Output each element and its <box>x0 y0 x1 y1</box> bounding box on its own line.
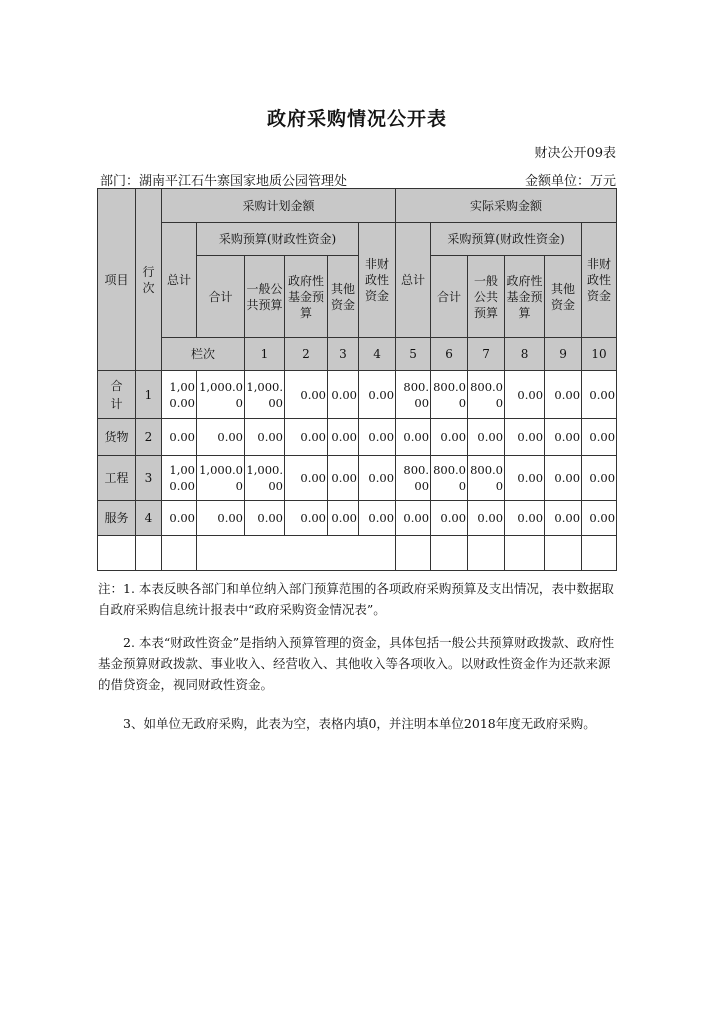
col-no: 5 <box>396 338 431 371</box>
cell-value: 0.00 <box>505 371 545 419</box>
row-no: 3 <box>136 456 162 501</box>
cell-value: 1,000.00 <box>162 456 197 501</box>
header-plan-budget: 采购预算(财政性资金) <box>197 223 359 256</box>
cell-value: 1,000.00 <box>197 456 245 501</box>
table-row <box>98 456 617 501</box>
table-row <box>98 419 617 456</box>
col-no: 3 <box>328 338 359 371</box>
header-actual: 实际采购金额 <box>396 189 617 223</box>
cell-value: 0.00 <box>162 419 197 456</box>
cell-value: 0.00 <box>545 371 582 419</box>
cell-value: 0.00 <box>328 456 359 501</box>
amount-unit: 金额单位：万元 <box>524 174 616 189</box>
cell-value: 0.00 <box>359 419 396 456</box>
table-code: 财决公开09表 <box>534 146 616 161</box>
cell-value: 800.00 <box>396 456 431 501</box>
department: 部门：湖南平江石牛寨国家地质公园管理处 <box>100 174 348 189</box>
cell-value: 0.00 <box>431 419 468 456</box>
cell-value: 0.00 <box>162 501 197 536</box>
note-3: 3、如单位无政府采购，此表为空，表格内填0，并注明本单位2018年度无政府采购。 <box>123 716 596 731</box>
row-label: 服务 <box>98 501 136 536</box>
cell-value: 0.00 <box>582 371 617 419</box>
header-other: 其他资金 <box>545 256 582 338</box>
row-label: 货物 <box>98 419 136 456</box>
cell-value: 0.00 <box>197 419 245 456</box>
col-no-label: 栏次 <box>162 338 245 371</box>
header-fund: 政府性基金预算 <box>285 256 328 338</box>
row-label: 合计 <box>98 371 136 419</box>
cell-value: 0.00 <box>359 371 396 419</box>
col-no: 1 <box>245 338 285 371</box>
header-plan-total: 总计 <box>162 223 197 338</box>
header-actual-nonfiscal: 非财政性资金 <box>582 223 617 338</box>
col-no: 2 <box>285 338 328 371</box>
cell-value: 1,000.00 <box>245 371 285 419</box>
note-1: 注：1. 本表反映各部门和单位纳入部门预算范围的各项政府采购预算及支出情况，表中数据取自政府采购信息统计报表中“政府采购资金情况表”。 <box>98 581 614 617</box>
cell-value: 0.00 <box>505 501 545 536</box>
header-actual-budget: 采购预算(财政性资金) <box>431 223 582 256</box>
cell-value: 0.00 <box>582 419 617 456</box>
table-row <box>98 501 617 536</box>
cell-value: 0.00 <box>285 501 328 536</box>
cell-value: 0.00 <box>505 456 545 501</box>
header-general: 一般公共预算 <box>468 256 505 338</box>
cell-value: 800.00 <box>468 371 505 419</box>
table-row <box>98 371 617 419</box>
cell-value: 0.00 <box>197 501 245 536</box>
cell-value: 0.00 <box>285 456 328 501</box>
cell-value: 0.00 <box>285 419 328 456</box>
header-subtotal: 合计 <box>431 256 468 338</box>
cell-value: 0.00 <box>545 456 582 501</box>
row-no: 2 <box>136 419 162 456</box>
blank-row <box>98 536 617 571</box>
cell-value: 0.00 <box>582 456 617 501</box>
header-fund: 政府性基金预算 <box>505 256 545 338</box>
cell-value: 800.00 <box>431 371 468 419</box>
cell-value: 0.00 <box>359 456 396 501</box>
cell-value: 0.00 <box>328 501 359 536</box>
header-row-no: 行次 <box>136 189 162 371</box>
note-2: 2. 本表“财政性资金”是指纳入预算管理的资金，具体包括一般公共预算财政拨款、政府性基金预算财政拨款、事业收入、经营收入、其他收入等各项收入。以财政性资金作为还款来源的借贷资金，视同财政性资金。 <box>98 635 615 692</box>
header-other: 其他资金 <box>328 256 359 338</box>
cell-value: 0.00 <box>545 501 582 536</box>
cell-value: 800.00 <box>396 371 431 419</box>
row-no: 4 <box>136 501 162 536</box>
cell-value: 0.00 <box>285 371 328 419</box>
row-no: 1 <box>136 371 162 419</box>
cell-value: 800.00 <box>468 456 505 501</box>
cell-value: 1,000.00 <box>162 371 197 419</box>
cell-value: 0.00 <box>396 501 431 536</box>
header-plan: 采购计划金额 <box>162 189 396 223</box>
cell-value: 0.00 <box>505 419 545 456</box>
col-no: 10 <box>582 338 617 371</box>
cell-value: 0.00 <box>468 419 505 456</box>
cell-value: 0.00 <box>245 501 285 536</box>
notes <box>98 578 618 746</box>
cell-value: 0.00 <box>328 419 359 456</box>
cell-value: 0.00 <box>468 501 505 536</box>
cell-value: 0.00 <box>359 501 396 536</box>
cell-value: 0.00 <box>582 501 617 536</box>
cell-value: 800.00 <box>431 456 468 501</box>
page-title: 政府采购情况公开表 <box>266 108 447 130</box>
header-subtotal: 合计 <box>197 256 245 338</box>
cell-value: 0.00 <box>396 419 431 456</box>
cell-value: 1,000.00 <box>245 456 285 501</box>
col-no: 9 <box>545 338 582 371</box>
cell-value: 0.00 <box>431 501 468 536</box>
cell-value: 0.00 <box>545 419 582 456</box>
row-label: 工程 <box>98 456 136 501</box>
procurement-table <box>97 188 617 571</box>
cell-value: 0.00 <box>245 419 285 456</box>
col-no: 7 <box>468 338 505 371</box>
header-actual-total: 总计 <box>396 223 431 338</box>
col-no: 8 <box>505 338 545 371</box>
cell-value: 1,000.00 <box>197 371 245 419</box>
col-no: 6 <box>431 338 468 371</box>
header-general: 一般公共预算 <box>245 256 285 338</box>
header-item: 项目 <box>98 189 136 371</box>
col-no: 4 <box>359 338 396 371</box>
cell-value: 0.00 <box>328 371 359 419</box>
header-plan-nonfiscal: 非财政性资金 <box>359 223 396 338</box>
